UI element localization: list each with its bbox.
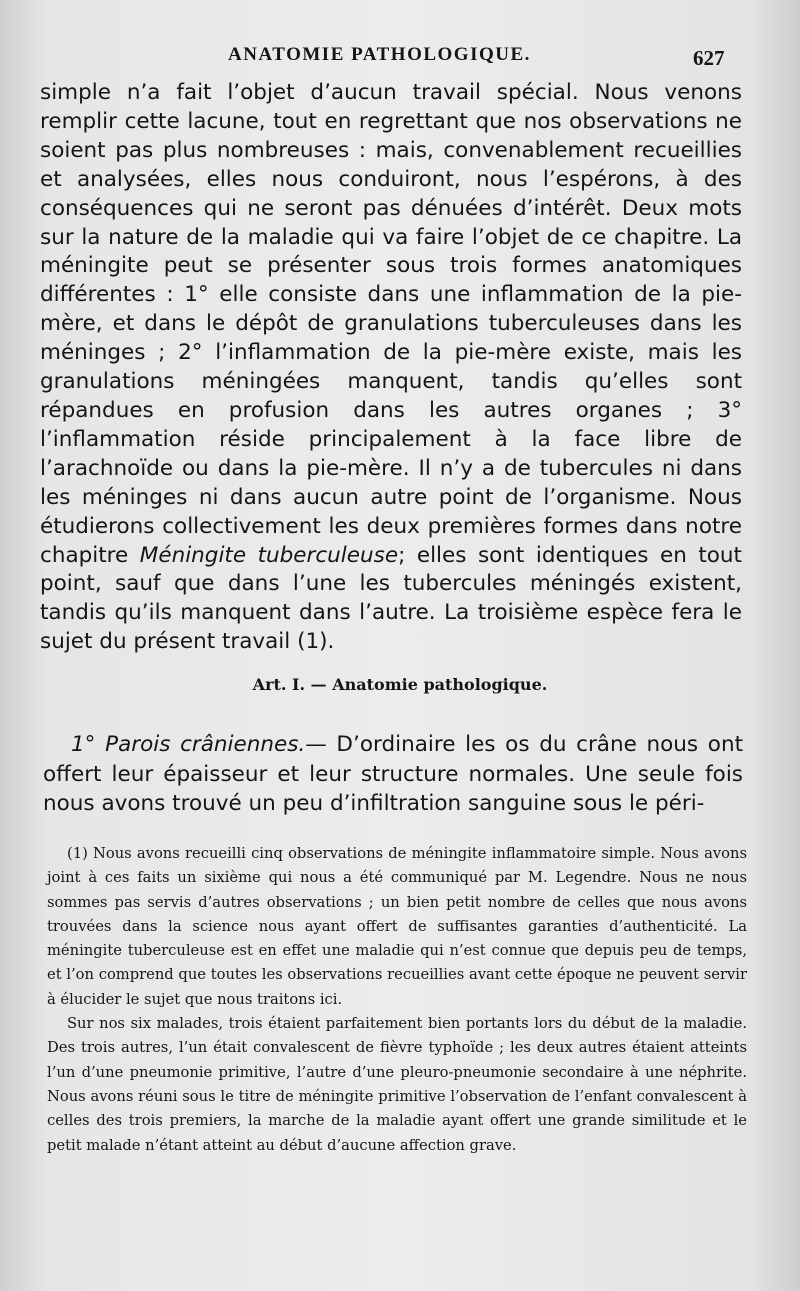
section-heading: Art. I. — Anatomie pathologique.	[252, 675, 548, 694]
body-paragraph-text: simple n’a fait l’objet d’aucun travail spécial. Nous venons remplir cette lacune, tout en regrettant que nos observations ne soient pas plus nombreuses : mais, convenablement recueillies et analysées, elles nous conduiront, nous l’espérons, à des conséquences qui ne seront pas dénuées d’intérêt. Deux mots sur la nature de la maladie qui va faire l’objet de ce chapitre. La méningite peut se présenter sous trois formes anatomiques différentes : 1° elle consiste dans une inflammation de la pie-mère, et dans le dépôt de granulations tuberculeuses dans les méninges ; 2° l’inflammation de la pie-mère existe, mais les granulations méningées manquent, tandis qu’elles sont répandues en profusion dans les autres organes ; 3° l’inflammation réside principalement à la face libre de l’arachnoïde ou dans la pie-mère. Il n’y a de tubercules ni dans les méninges ni dans aucun autre point de l’organisme. Nous étudierons collectivement les deux premières formes dans notre chapitre	[40, 80, 742, 568]
footnotes	[47, 842, 747, 1158]
page-number: 627	[693, 46, 725, 70]
subsection-label: 1° Parois crâniennes.	[71, 732, 306, 757]
body-paragraph-end: ; elles sont identiques en tout point, sauf que dans l’une les tubercules méningés existent, tandis qu’ils manquent dans l’autre. La troisième espèce fera le sujet du présent travail (1).	[40, 542, 742, 655]
footnote-continuation: Sur nos six malades, trois étaient parfaitement bien portants lors du début de la maladie. Des trois autres, l’un était convalescent de fièvre typhoïde ; les deux autres étaient atteints l’un d’une pneumonie primitive, l’autre d’une pleuro-pneumonie secondaire à une néphrite. Nous avons réuni sous le titre de méningite primitive l’observation de l’enfant convalescent à celles des trois premiers, la marche de la maladie ayant offert une grande similitude et le petit malade n’étant atteint au début d’aucune affection grave.	[47, 1015, 747, 1154]
chapter-reference: Méningite tuberculeuse	[139, 542, 399, 568]
running-head: ANATOMIE PATHOLOGIQUE.	[228, 44, 531, 65]
body-paragraph	[40, 79, 742, 657]
footnote-1: (1) Nous avons recueilli cinq observations de méningite inflammatoire simple. Nous avons joint à ces faits un sixième qui nous a été communiqué par M. Legendre. Nous ne nous sommes pas servis d’autres observations ; un bien petit nombre de celles que nous avons trouvées dans la science nous ayant offert de suffisantes garanties d’authenticité. La méningite tuberculeuse est en effet une maladie qui n’est connue que depuis peu de temps, et l’on comprend que toutes les observations recueillies avant cette époque ne peuvent servir à élucider le sujet que nous traitons ici.	[47, 845, 747, 1008]
section-body	[43, 730, 743, 819]
subsection-text: — D’ordinaire les os du crâne nous ont offert leur épaisseur et leur structure normales. Une seule fois nous avons trouvé un peu d’infiltration sanguine sous le péri-	[43, 732, 743, 816]
main-text	[40, 79, 742, 657]
subsection-paragraph	[43, 730, 743, 819]
